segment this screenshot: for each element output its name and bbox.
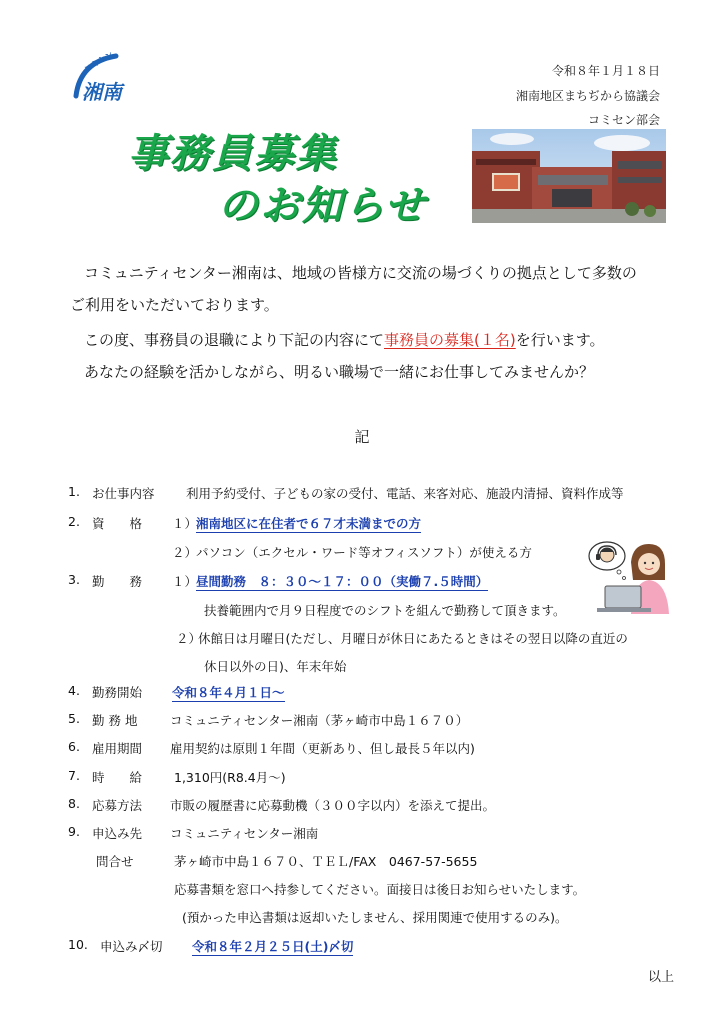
item-8-label: 応募方法 <box>92 798 143 813</box>
title-line-1: 事務員募集 <box>128 131 338 177</box>
title-line-2: のお知らせ <box>218 183 427 229</box>
item-3-text1b: 扶養範囲内で月９日程度でのシフトを組んで勤務して頂きます。 <box>204 603 566 618</box>
recruit-highlight: 事務員の募集(１名) <box>384 331 516 349</box>
item-6-num: 6. <box>68 739 80 754</box>
item-8-text: 市販の履歴書に応募動機（３００字以内）を添えて提出。 <box>170 798 496 813</box>
item-2-num: 2. <box>68 514 80 529</box>
item-3-sub1: １） <box>172 574 198 589</box>
item-4-text: 令和８年４月１日～ <box>172 685 285 700</box>
item-9-note-1: 応募書類を窓口へ持参してください。面接日は後日お知らせいたします。 <box>174 882 586 897</box>
item-3-sub2: ２） <box>176 631 202 646</box>
item-4-num: 4. <box>68 683 80 698</box>
logo-small-text: コミセン <box>82 52 115 74</box>
item-10-num: 10. <box>68 937 88 952</box>
community-center-photo <box>472 129 666 223</box>
item-3-text1: 昼間勤務 ８：３０～１７：００（実働７.５時間） <box>196 574 489 589</box>
item-2-sub2: ２） <box>172 545 198 560</box>
item-9-label: 申込み先 <box>92 826 143 841</box>
item-5-text: コミュニティセンター湘南（茅ヶ崎市中島１６７０） <box>170 713 469 728</box>
item-7-num: 7. <box>68 768 80 783</box>
intro-line-1: コミュニティセンター湘南は、地域の皆様方に交流の場づくりの拠点として多数の <box>84 264 637 282</box>
item-7-text: 1,310円(R8.4月～) <box>174 770 286 785</box>
item-6-text: 雇用契約は原則１年間（更新あり、但し最長５年以内) <box>170 741 475 756</box>
item-10-label: 申込み〆切 <box>100 939 163 954</box>
item-10-text: 令和８年２月２５日(土)〆切 <box>192 939 354 954</box>
comisen-shonan-logo <box>70 52 126 104</box>
item-1-num: 1. <box>68 484 80 499</box>
item-4-label: 勤務開始 <box>92 685 143 700</box>
item-3-num: 3. <box>68 572 80 587</box>
closing-ijo: 以上 <box>647 970 674 985</box>
ki-heading: 記 <box>354 428 370 446</box>
item-6-label: 雇用期間 <box>92 741 143 756</box>
item-2-text1: 湘南地区に在住者で６７才未満までの方 <box>196 516 422 531</box>
item-3-text2b: 休日以外の日)、年末年始 <box>204 659 347 674</box>
intro-line-2: ご利用をいただいております。 <box>70 296 279 314</box>
issue-date: 令和８年１月１８日 <box>551 64 660 78</box>
item-9-note-2: (預かった申込書類は返却いたしません、採用関連で使用するのみ)。 <box>182 910 568 925</box>
item-5-label: 勤 務 地 <box>92 713 138 728</box>
item-2-sub1: １） <box>172 516 198 531</box>
item-7-label: 時 給 <box>92 770 143 785</box>
item-9-contact-label: 問合せ <box>96 854 134 869</box>
item-3-text2: 休館日は月曜日(ただし、月曜日が休日にあたるときはその翌日以降の直近の <box>198 631 628 646</box>
item-9-contact-text: 茅ヶ崎市中島１６７０、ＴＥＬ/FAX 0467-57-5655 <box>174 854 478 869</box>
intro-invite-line: あなたの経験を活かしながら、明るい職場で一緒にお仕事してみませんか？ <box>84 363 595 381</box>
item-1-text: 利用予約受付、子どもの家の受付、電話、来客対応、施設内清掃、資料作成等 <box>186 486 624 501</box>
item-9-num: 9. <box>68 824 80 839</box>
logo-main-text: 湘南 <box>82 80 122 104</box>
office-worker-illustration <box>587 536 677 616</box>
organization-name: 湘南地区まちぢから協議会 <box>515 89 660 103</box>
item-1-label: お仕事内容 <box>92 486 155 501</box>
item-9-text: コミュニティセンター湘南 <box>170 826 319 841</box>
intro-recruit-post: を行います。 <box>515 331 605 349</box>
item-2-label: 資 格 <box>92 516 143 531</box>
item-2-text2: パソコン（エクセル・ワード等オフィスソフト）が使える方 <box>196 545 532 560</box>
item-3-label: 勤 務 <box>92 574 143 589</box>
item-5-num: 5. <box>68 711 80 726</box>
intro-recruit-line <box>84 329 605 350</box>
item-8-num: 8. <box>68 796 80 811</box>
intro-recruit-pre: この度、事務員の退職により下記の内容にて <box>84 331 385 349</box>
department-name: コミセン部会 <box>587 113 660 127</box>
